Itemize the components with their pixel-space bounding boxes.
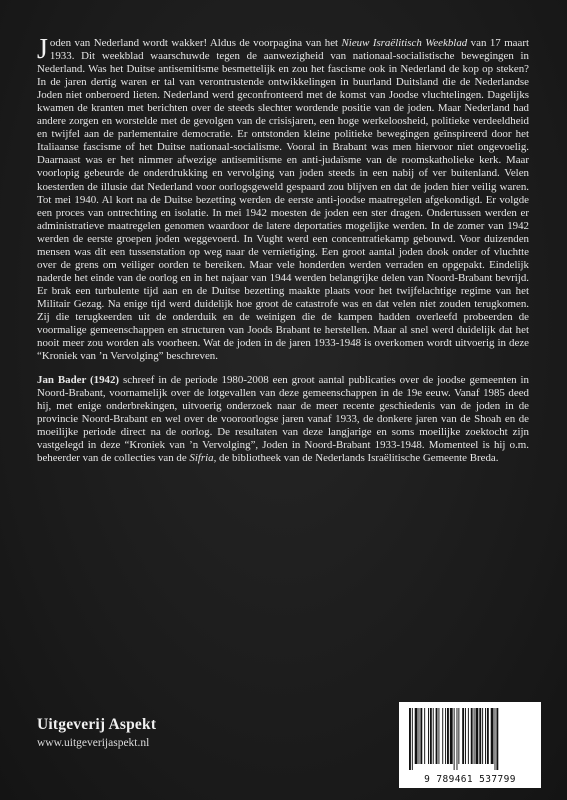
barcode-bars-icon [407,708,533,770]
barcode-bar [415,708,418,764]
publisher-name: Uitgeverij Aspekt [37,716,157,733]
barcode-bar [420,708,422,764]
barcode-bar [438,708,439,764]
barcode-bar [487,708,489,764]
blurb-intro: oden van Nederland wordt wakker! Aldus de voorpagina van het [49,37,342,49]
author-name: Jan Bader (1942) [37,374,120,387]
barcode-bar [485,708,486,764]
barcode-bar [471,708,473,764]
barcode-bar [465,708,466,764]
barcode-bar [428,708,429,764]
barcode-bar [430,708,432,764]
blurb-text [37,34,529,466]
barcode-bar [457,708,458,770]
blurb-paragraph [37,34,529,363]
barcode-bar [447,708,449,764]
publisher-url[interactable]: www.uitgeverijaspekt.nl [37,737,150,749]
barcode-digits: 9 789461 537799 [424,774,516,785]
barcode-bar [442,708,443,764]
barcode-bar [450,708,453,764]
blurb-body: van 17 maart 1933. Dit weekblad waarschuwde tegen de aanwezigheid van nationaal-socialistische bewegingen in Nederland. Was het Duitse antisemitisme besmettelijk en zou het fascisme ook in Nederland de kop op steken? In de jaren dertig waren er tal van verontrustende ontwikkelingen in buurland Duitsland die de Nederlandse Joden niet onberoerd lieten. Nederland werd geconfronteerd met de komst van Joodse vluchtelingen. Dagelijks kwamen de kranten met berichten over de steeds slechter wordende positie van de joden. Maar Nederland had andere zorgen en worstelde met de gevolgen van de crisisjaren, een hoge werkeloosheid, politieke verdeeldheid en twijfel aan de parlementaire democratie. Er ontstonden kleine politieke bewegingen geïnspireerd door het Italiaanse fascisme of het Duitse nationaal-socialisme. Vooral in Brabant was men hiervoor niet ongevoelig. Daarnaast was er het nimmer afwezige antisemitisme en anti-judaïsme van de roomskatholieke kerk. Maar voorlopig gebeurde de onderdrukking en vervolging van joden steeds in een nabij of ver buitenland. Velen koesterden de illusie dat Nederland voor oorlogsgeweld gespaard zou blijven en dat de joden hier veilig waren. Tot mei 1940. Al kort na de Duitse bezetting werden de eerste anti-joodse maatregelen afgekondigd. Er volgde een proces van ontrechting en isolatie. In mei 1942 moesten de joden een ster dragen. Ondertussen werden er administratieve maatregelen genomen waardoor de latere deportaties mogelijke werden. In de zomer van 1942 werden de eerste groepen joden weggevoerd. In Vught werd een concentratiekamp gebouwd. Voor duizenden mensen was dit een tussenstation op weg naar de vernietiging. Een groot aantal joden dook onder of vluchtte over de grens om veiliger oorden te bereiken. Maar vele honderden werden verraden en opgepakt. Eindelijk naderde het einde van de oorlog en in het najaar van 1944 werden belangrijke delen van Noord-Brabant bevrijd. Er brak een turbulente tijd aan en de Duitse bezetting maakte plaats voor het twijfelachtige regime van het Militair Gezag. Na enige tijd werd duidelijk hoe groot de catastrofe was en dat velen niet zouden terugkomen. Zij die terugkeerden uit de onderduik en de weinigen die de kampen hadden overleefd probeerden de voormalige gemeenschappen en structuren van Joods Brabant te herstellen. Maar al snel werd duidelijk dat het nooit meer zou worden als voorheen. Wat de joden in de jaren 1933-1948 is overkomen wordt uitvoerig in deze “Kroniek van ’n Vervolging” beschreven. [37,37,529,363]
barcode-bar [496,708,498,770]
barcode-bar [468,708,469,764]
barcode-bar [474,708,475,764]
barcode-bar [409,708,411,770]
bio-text-part-1: schreef in de periode 1980-2008 een groot aantal publicaties over de joodse gemeenten in Noord-Brabant, voornamelijk over de lotgevallen van deze gemeenschappen in de 19e eeuw. Vanaf 1985 deed hij, met enige onderbrekingen, uitvoerig onderzoek naar de meer recente geschiedenis van de joden in de provincie Noord-Brabant en wel over de vooroorlogse jaren vanaf 1933, de donkere jaren van de Shoah en de moeilijke periode direct na de oorlog. De resultaten van deze langjarige en soms moeilijke zoektocht zijn vastgelegd in deze “Kroniek van ’n Vervolging”, Joden in Noord-Brabant 1933-1948. Momenteel is hij o.m. beheerder van de collecties van de [37,374,529,465]
barcode-bar [458,708,459,764]
barcode-bar [412,708,413,770]
barcode-bar [476,708,479,764]
publisher-block [37,716,156,749]
sifria-name: Sifria [189,452,214,465]
author-bio [37,374,529,465]
barcode-bar [479,708,481,764]
barcode-bar [454,708,455,770]
barcode-bar [419,708,420,764]
barcode-bar [482,708,483,764]
bio-text-part-2: , de bibliotheek van de Nederlands Israëlitische Gemeente Breda. [213,452,499,465]
barcode-bar [491,708,494,764]
barcode-bar [433,708,434,764]
barcode-bar [445,708,446,764]
newspaper-title: Nieuw Israëlitisch Weekblad [341,37,468,49]
isbn-barcode [399,702,541,788]
barcode-bar [436,708,438,764]
drop-cap: J [37,34,48,65]
barcode-bar [424,708,425,764]
barcode-bar [462,708,464,764]
barcode-bar [495,708,496,770]
